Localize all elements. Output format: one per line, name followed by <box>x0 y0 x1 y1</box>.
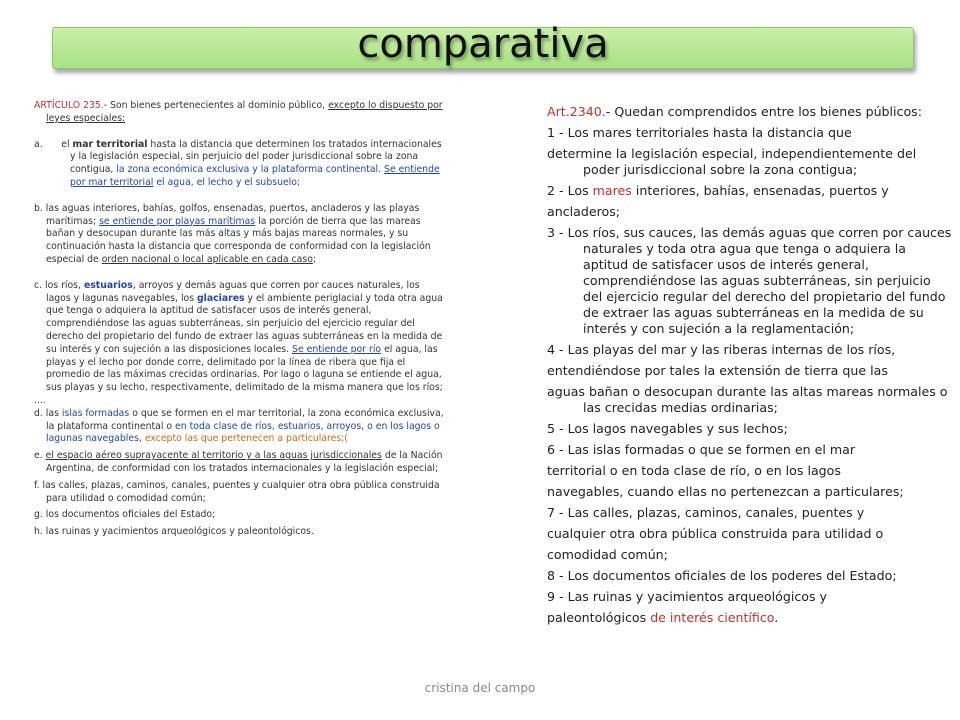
right-item-5: 5 - Los lagos navegables y sus lechos; <box>547 421 788 436</box>
right-item-4: 4 - Las playas del mar y las riberas internas de los ríos, <box>547 342 896 357</box>
right-item-2-red: mares <box>592 183 632 198</box>
right-item-6-cont2: navegables, cuando ellas no pertenezcan a particulares; <box>547 484 904 499</box>
left-item-d-text2: o que se formen en el mar territorial, la zona económica exclusiva, la plataforma continental o <box>46 407 444 432</box>
left-item-d <box>34 408 446 446</box>
right-article-heading <box>547 104 953 120</box>
left-item-d-orange: excepto las que pertenecen a particulares;( <box>141 433 348 445</box>
left-item-f: f. las calles, plazas, caminos, canales, puentes y cualquier otra obra pública construida para utilidad o comodidad común; <box>34 479 440 504</box>
left-item-g: g. los documentos oficiales del Estado; <box>34 509 216 521</box>
right-item-7: 7 - Las calles, plazas, caminos, canales, puentes y <box>547 505 865 520</box>
left-article-text: - Son bienes pertenecientes al dominio público, <box>103 100 329 111</box>
right-item-8: 8 - Los documentos oficiales de los poderes del Estado; <box>547 568 897 583</box>
left-item-c <box>34 280 446 395</box>
left-article-label: ARTÍCULO 235. <box>34 100 104 111</box>
left-item-a <box>34 139 446 190</box>
right-item-9-end: . <box>774 610 779 625</box>
left-item-e-text2: de la Nación Argentina, de conformidad con los tratados internacionales y la legislación especial; <box>46 450 443 474</box>
footer-author: cristina del campo <box>424 681 536 695</box>
left-item-b-end: ; <box>312 253 317 265</box>
right-item-1: 1 - Los mares territoriales hasta la distancia que <box>547 125 852 140</box>
left-item-a-label: a. <box>34 138 43 150</box>
title-banner <box>52 21 914 69</box>
left-item-a-text1: el <box>61 138 73 150</box>
left-item-d-text1: d. las <box>34 407 62 419</box>
left-item-d-blue: en toda clase de ríos, estuarios, arroyos, o en los lagos o lagunas navegables, <box>46 420 440 445</box>
right-item-7-cont: cualquier otra obra pública construida para utilidad o <box>547 526 884 541</box>
left-item-b-blue-underline: se entiende por playas marítimas <box>99 215 256 227</box>
left-ellipsis: .... <box>34 394 46 406</box>
left-article-exception: excepto lo dispuesto por leyes especiales: <box>46 100 443 124</box>
left-item-a-blue: la zona económica exclusiva y la plataforma continental. <box>116 164 385 176</box>
left-item-e-text1: e. <box>34 450 46 462</box>
right-item-2-text1: 2 - Los <box>547 183 593 198</box>
left-item-a-text2: hasta la distancia que determinen los tratados internacionales y la legislación especial, sin perjuicio del poder jurisdiccional sobre la zona contigua, <box>70 138 442 176</box>
right-article-label: Art.2340. <box>547 104 606 119</box>
right-item-9: 9 - Las ruinas y yacimientos arqueológicos y <box>547 589 827 604</box>
right-item-3: 3 - Los ríos, sus cauces, las demás aguas que corren por cauces naturales y toda otra agua que tenga o adquiera la aptitud de satisfacer usos de interés general, comprendiéndose las aguas subterráneas, sin perjuicio del ejercicio regular del derecho del propietario del fundo de extraer las aguas subterráneas en la medida de su interés y con sujeción a la reglamentación; <box>547 225 952 336</box>
left-item-d-islas: islas formadas <box>61 407 130 419</box>
right-item-7-cont2: comodidad común; <box>547 547 668 562</box>
right-column-cc <box>547 104 953 631</box>
left-column-cccn <box>34 100 446 539</box>
page-title: comparativa <box>357 21 609 67</box>
left-item-h: h. las ruinas y yacimientos arqueológicos y paleontológicos. <box>34 526 314 538</box>
left-item-c-glaciares: glaciares <box>197 292 245 304</box>
left-article-heading <box>34 100 446 126</box>
right-item-9-red: de interés científico <box>650 610 775 625</box>
left-item-c-text1: c. los ríos, <box>34 279 84 291</box>
left-item-b <box>34 203 446 267</box>
right-item-2-text2: interiores, bahías, ensenadas, puertos y <box>631 183 889 198</box>
left-item-e <box>34 450 446 476</box>
left-item-c-text2: , arroyos y demás aguas que corren por cauces naturales, los lagos y lagunas navegables, los <box>46 279 420 304</box>
left-item-c-text3: y el ambiente periglacial y toda otra agua que tenga o adquiera la aptitud de satisfacer usos de interés general, comprendiéndose las aguas subterráneas, sin perjuicio del ejercicio regular del derecho del propietario del fundo de extraer las aguas subterráneas en la medida de su interés y con sujeción a las disposiciones locales. <box>46 292 443 355</box>
right-item-9-text: paleontológicos <box>547 610 651 625</box>
left-item-e-underline: el espacio aéreo suprayacente al territorio y a las aguas jurisdiccionales <box>45 450 382 462</box>
right-item-6: 6 - Las islas formadas o que se formen en el mar <box>547 442 856 457</box>
right-item-2-cont: ancladeros; <box>547 204 620 219</box>
left-item-b-text1: b. las aguas interiores, bahías, golfos, ensenadas, puertos, ancladeros y las playas marítimas; <box>34 202 420 227</box>
left-item-a-blue2: el agua, el lecho y el subsuelo; <box>153 176 301 188</box>
right-item-2 <box>547 183 953 199</box>
right-item-4-cont: entendiéndose por tales la extensión de tierra que las <box>547 363 888 378</box>
left-item-b-underline: orden nacional o local aplicable en cada caso <box>101 253 313 265</box>
left-item-a-blue-underline: Se entiende por mar territorial <box>70 164 440 188</box>
right-item-4-cont2: aguas bañan o desocupan durante las altas mareas normales o las crecidas medias ordinarias; <box>547 384 948 415</box>
left-item-a-bold: mar territorial <box>72 138 148 150</box>
right-item-1-cont: determine la legislación especial, independientemente del poder jurisdiccional sobre la zona contigua; <box>547 146 917 177</box>
left-item-c-text4: el agua, las playas y el lecho por donde corre, delimitado por la línea de ribera que fija el promedio de las máximas crecidas ordinarias. Por lago o laguna se entiende el agua, sus playas y su lecho, respectivamente, delimitado de la misma manera que los ríos; <box>46 343 443 394</box>
right-item-6-cont: territorial o en toda clase de río, o en los lagos <box>547 463 841 478</box>
left-item-b-text2: la porción de tierra que las mareas bañan y desocupan durante las más altas y más bajas mareas normales, y su continuación hasta la distancia que corresponda de conformidad con la legislación especial de <box>46 215 431 265</box>
left-item-c-blue-underline: Se entiende por río <box>292 343 382 355</box>
left-item-c-estuarios: estuarios <box>83 279 133 291</box>
right-article-text: - Quedan comprendidos entre los bienes públicos: <box>605 104 922 119</box>
right-item-9-cont <box>547 610 953 626</box>
